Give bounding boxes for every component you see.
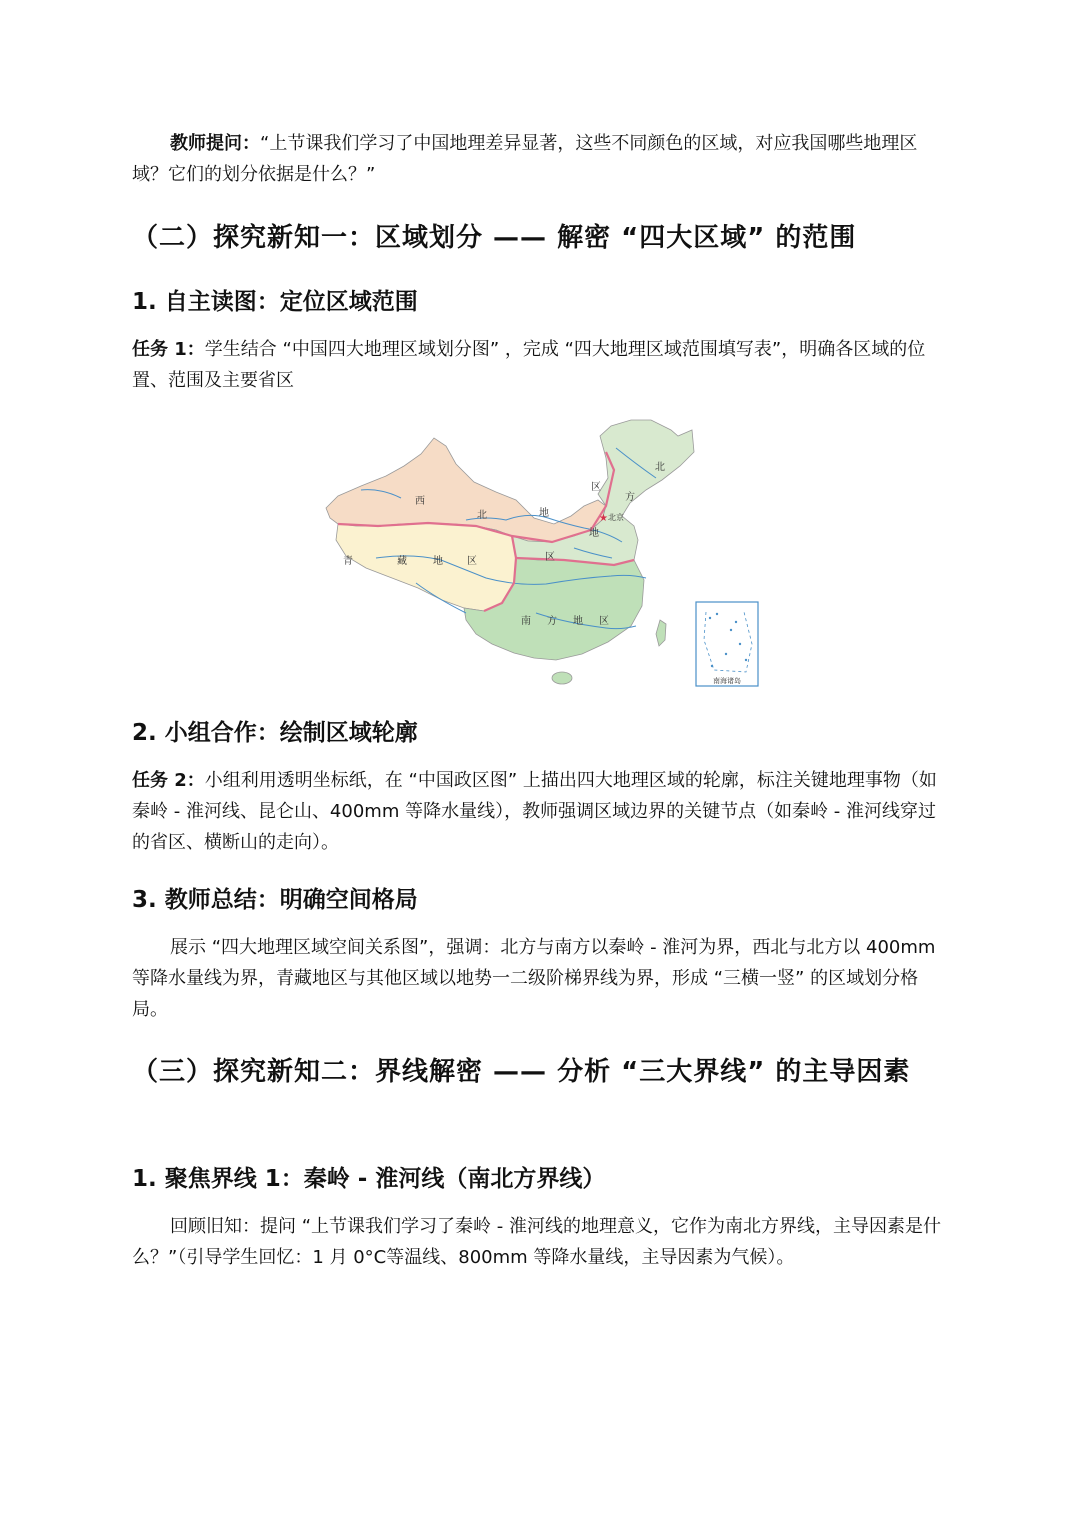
map-label-north-2: 方 (625, 492, 635, 503)
section2-heading: （二）探究新知一：区域划分 —— 解密 “四大区域” 的范围 (132, 223, 857, 253)
map-label-north-3: 地 (589, 528, 599, 539)
map-label-north-4: 区 (545, 552, 555, 563)
map-label-beijing: 北京 (608, 513, 624, 522)
map-label-northwest-1: 西 (415, 496, 425, 507)
map-region-qingzang (336, 523, 516, 611)
task2-paragraph (132, 765, 952, 858)
map-label-qingzang-4: 区 (467, 556, 477, 567)
map-label-northwest-2: 北 (477, 510, 487, 521)
step2-heading: 2. 小组合作：绘制区域轮廓 (132, 720, 418, 746)
map-label-northwest-4: 区 (591, 482, 601, 493)
map-label-inset: 南海诸岛 (713, 677, 741, 685)
task1-text: 学生结合 “中国四大地理区域划分图” ，完成 “四大地理区域范围填写表”，明确各区域的位置、范围及主要省区 (132, 339, 926, 391)
task2-label: 任务 2： (132, 770, 205, 791)
section3-heading: （三）探究新知二：界线解密 —— 分析 “三大界线” 的主导因素 (132, 1057, 911, 1087)
map-label-qingzang-1: 青 (343, 556, 353, 567)
map-label-south-3: 地 (573, 616, 583, 627)
map-label-northwest-3: 地 (539, 508, 549, 519)
capital-star-icon: ★ (599, 513, 608, 524)
task2-text: 小组利用透明坐标纸，在 “中国政区图” 上描出四大地理区域的轮廓，标注关键地理事物（如秦岭 - 淮河线、昆仑山、400mm 等降水量线），教师强调区域边界的关键节点（如秦岭 - 淮河线穿过的省区、横断山的走向）。 (132, 770, 937, 853)
map-label-south-4: 区 (599, 616, 609, 627)
map-label-south-1: 南 (521, 616, 531, 627)
map-island-hainan (552, 672, 572, 684)
map-label-north-1: 北 (655, 462, 665, 473)
intro-paragraph (132, 128, 952, 190)
china-regions-map (316, 408, 766, 690)
map-island-taiwan (656, 620, 666, 646)
section3-step1-heading: 1. 聚焦界线 1：秦岭 - 淮河线（南北方界线） (132, 1166, 606, 1192)
map-label-qingzang-3: 地 (433, 556, 443, 567)
map-label-south-2: 方 (547, 616, 557, 627)
step1-heading: 1. 自主读图：定位区域范围 (132, 289, 418, 315)
step3-heading: 3. 教师总结：明确空间格局 (132, 887, 418, 913)
summary-paragraph: 展示 “四大地理区域空间关系图”，强调：北方与南方以秦岭 - 淮河为界，西北与北方以 400mm 等降水量线为界，青藏地区与其他区域以地势一二级阶梯界线为界，形成 “三横一竖” 的区域划分格局。 (132, 937, 936, 1020)
review-paragraph: 回顾旧知：提问 “上节课我们学习了秦岭 - 淮河线的地理意义，它作为南北方界线，主导因素是什么？”（引导学生回忆：1 月 0°C等温线、800mm 等降水量线，主导因素为气候）。 (132, 1216, 941, 1268)
map-region-north (512, 420, 694, 565)
task1-label: 任务 1： (132, 339, 205, 360)
task1-paragraph (132, 334, 952, 396)
intro-label: 教师提问： (170, 133, 260, 154)
intro-text: “上节课我们学习了中国地理差异显著，这些不同颜色的区域，对应我国哪些地理区域？它们的划分依据是什么？” (132, 133, 918, 185)
map-label-qingzang-2: 藏 (397, 556, 407, 567)
